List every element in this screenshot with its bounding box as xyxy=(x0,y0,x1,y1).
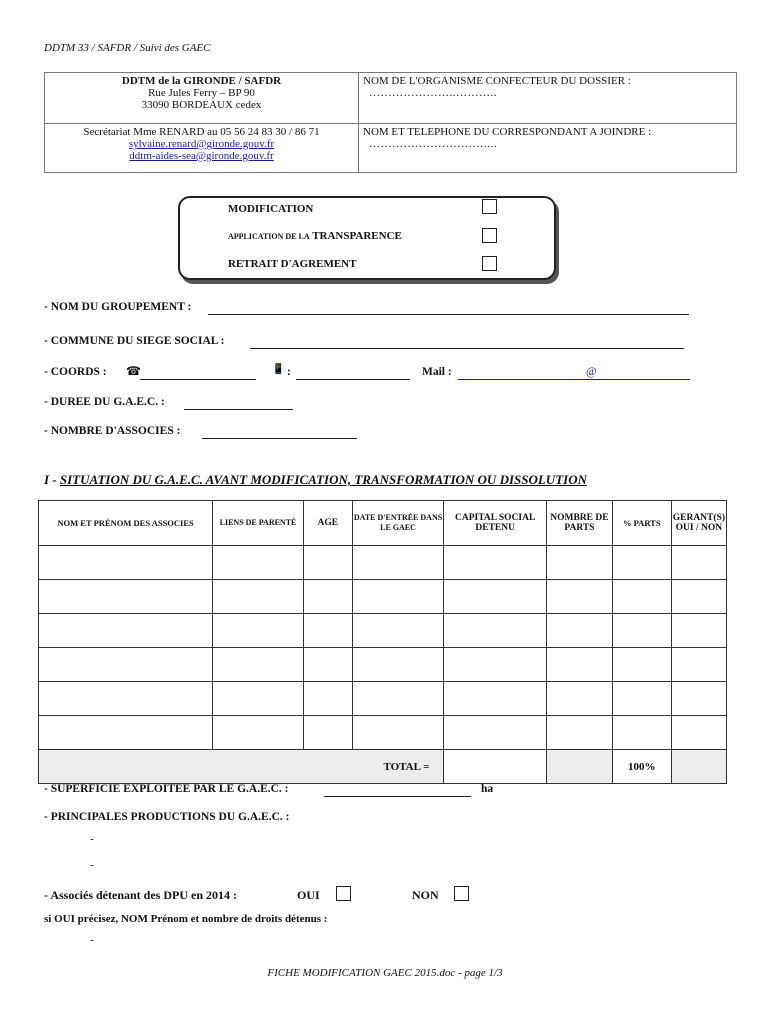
option-transparence-label: APPLICATION DE LA TRANSPARENCE xyxy=(228,230,402,242)
coords-label: - COORDS : xyxy=(44,366,107,378)
email-link-renard[interactable]: sylvaine.renard@gironde.gouv.fr xyxy=(128,138,275,150)
production-item-2[interactable]: - xyxy=(90,859,94,871)
table-cell[interactable] xyxy=(303,580,352,614)
checkbox-dpu-non[interactable] xyxy=(454,886,469,901)
correspondant-dots[interactable]: ………………………….... xyxy=(369,138,497,150)
total-capital-cell[interactable] xyxy=(444,750,547,784)
table-cell[interactable] xyxy=(303,716,352,750)
ddtm-address-cell xyxy=(45,73,359,124)
mail-label: Mail : xyxy=(422,366,452,378)
associes-table xyxy=(38,500,727,784)
table-cell[interactable] xyxy=(213,580,304,614)
telephone-icon: ☎ xyxy=(126,364,141,378)
organisme-dots[interactable]: …………………..……….. xyxy=(369,87,497,99)
table-cell[interactable] xyxy=(352,716,444,750)
mail-input[interactable] xyxy=(458,368,690,380)
table-cell[interactable] xyxy=(612,580,671,614)
si-oui-instructions: si OUI précisez, NOM Prénom et nombre de droits détenus : xyxy=(44,913,328,925)
organisme-cell xyxy=(359,73,737,124)
table-cell[interactable] xyxy=(39,682,213,716)
mobile-input[interactable] xyxy=(296,368,410,380)
secretariat-line: Secrétariat Mme RENARD au 05 56 24 83 30 / 86 71 xyxy=(83,126,320,138)
table-cell[interactable] xyxy=(612,648,671,682)
table-cell[interactable] xyxy=(444,546,547,580)
org-name: DDTM de la GIRONDE / SAFDR xyxy=(121,75,282,87)
checkbox-retrait[interactable] xyxy=(482,256,497,271)
table-cell[interactable] xyxy=(352,546,444,580)
col-header-capital: CAPITAL SOCIAL DETENU xyxy=(444,501,547,546)
productions-label: - PRINCIPALES PRODUCTIONS DU G.A.E.C. : xyxy=(44,811,290,823)
table-cell[interactable] xyxy=(303,546,352,580)
option-modification-label: MODIFICATION xyxy=(228,203,314,215)
table-cell[interactable] xyxy=(444,580,547,614)
col-header-nombre-parts: NOMBRE DE PARTS xyxy=(546,501,612,546)
telephone-input[interactable] xyxy=(140,368,256,380)
checkbox-transparence[interactable] xyxy=(482,228,497,243)
duree-label: - DUREE DU G.A.E.C. : xyxy=(44,396,165,408)
dpu-detail-item[interactable]: - xyxy=(90,934,94,946)
table-cell[interactable] xyxy=(546,648,612,682)
table-cell[interactable] xyxy=(352,648,444,682)
table-header-row xyxy=(39,501,727,546)
correspondant-cell xyxy=(359,124,737,173)
page-footer: FICHE MODIFICATION GAEC 2015.doc - page 1/3 xyxy=(267,967,503,979)
option-retrait-label: RETRAIT D'AGREMENT xyxy=(228,258,357,270)
table-cell[interactable] xyxy=(352,682,444,716)
dpu-oui-label: OUI xyxy=(297,888,320,902)
table-cell[interactable] xyxy=(444,648,547,682)
table-cell[interactable] xyxy=(612,682,671,716)
production-item-1[interactable]: - xyxy=(90,833,94,845)
table-row xyxy=(39,716,727,750)
checkbox-modification[interactable] xyxy=(482,199,497,214)
section-title: I - SITUATION DU G.A.E.C. AVANT MODIFICATION, TRANSFORMATION OU DISSOLUTION xyxy=(44,472,587,487)
table-cell[interactable] xyxy=(303,614,352,648)
table-cell[interactable] xyxy=(671,682,726,716)
table-cell[interactable] xyxy=(213,546,304,580)
table-row xyxy=(39,614,727,648)
table-cell[interactable] xyxy=(612,716,671,750)
col-header-age: AGE xyxy=(303,501,352,546)
table-cell[interactable] xyxy=(546,546,612,580)
table-cell[interactable] xyxy=(39,648,213,682)
nombre-associes-input[interactable] xyxy=(202,427,357,439)
org-city: 33090 BORDEAUX cedex xyxy=(141,99,262,111)
secretariat-cell xyxy=(45,124,359,173)
table-cell[interactable] xyxy=(213,716,304,750)
table-cell[interactable] xyxy=(39,614,213,648)
col-header-pct-parts: % PARTS xyxy=(612,501,671,546)
duree-input[interactable] xyxy=(184,398,293,410)
col-header-nom: NOM ET PRÉNOM DES ASSOCIES xyxy=(39,501,213,546)
dpu-non-label: NON xyxy=(412,888,439,902)
table-row xyxy=(39,580,727,614)
mail-at-sign: @ xyxy=(586,366,597,378)
table-cell[interactable] xyxy=(39,716,213,750)
nom-groupement-label: - NOM DU GROUPEMENT : xyxy=(44,301,192,313)
dpu-label: - Associés détenant des DPU en 2014 : xyxy=(44,888,237,902)
total-gerant-cell xyxy=(671,750,726,784)
organisation-info-table xyxy=(44,72,737,173)
page-header: DDTM 33 / SAFDR / Suivi des GAEC xyxy=(44,42,211,54)
table-cell[interactable] xyxy=(671,716,726,750)
table-cell[interactable] xyxy=(444,682,547,716)
checkbox-dpu-oui[interactable] xyxy=(336,886,351,901)
table-cell[interactable] xyxy=(39,580,213,614)
table-cell[interactable] xyxy=(671,580,726,614)
table-row xyxy=(39,546,727,580)
table-row xyxy=(39,682,727,716)
table-cell[interactable] xyxy=(352,580,444,614)
commune-label: - COMMUNE DU SIEGE SOCIAL : xyxy=(44,335,225,347)
superficie-unit: ha xyxy=(481,783,494,795)
nom-groupement-input[interactable] xyxy=(208,303,689,315)
table-cell[interactable] xyxy=(39,546,213,580)
table-cell[interactable] xyxy=(546,580,612,614)
table-total-row xyxy=(39,750,727,784)
correspondant-label: NOM ET TELEPHONE DU CORRESPONDANT A JOINDRE : xyxy=(363,126,652,138)
table-cell[interactable] xyxy=(213,682,304,716)
table-cell[interactable] xyxy=(213,648,304,682)
table-cell[interactable] xyxy=(671,546,726,580)
email-link-ddtm[interactable]: ddtm-aides-sea@gironde.gouv.fr xyxy=(129,150,274,162)
col-header-gerant: GERANT(S) OUI / NON xyxy=(671,501,726,546)
total-pct-cell: 100% xyxy=(612,750,671,784)
table-cell[interactable] xyxy=(352,614,444,648)
table-cell[interactable] xyxy=(546,614,612,648)
nombre-associes-label: - NOMBRE D'ASSOCIES : xyxy=(44,425,181,437)
total-parts-cell[interactable] xyxy=(546,750,612,784)
table-cell[interactable] xyxy=(671,648,726,682)
col-header-date: DATE D'ENTRÉE DANS LE GAEC xyxy=(352,501,444,546)
superficie-label: - SUPERFICIE EXPLOITEE PAR LE G.A.E.C. : xyxy=(44,783,289,795)
commune-input[interactable] xyxy=(250,337,684,349)
superficie-input[interactable] xyxy=(324,785,471,797)
table-cell[interactable] xyxy=(546,716,612,750)
org-street: Rue Jules Ferry – BP 90 xyxy=(148,87,255,99)
table-cell[interactable] xyxy=(444,716,547,750)
table-cell[interactable] xyxy=(303,648,352,682)
col-header-liens: LIENS DE PARENTÉ xyxy=(213,501,304,546)
table-row xyxy=(39,648,727,682)
table-cell[interactable] xyxy=(546,682,612,716)
mobile-phone-icon: 📱 xyxy=(272,364,285,375)
table-cell[interactable] xyxy=(612,614,671,648)
table-cell[interactable] xyxy=(444,614,547,648)
table-cell[interactable] xyxy=(671,614,726,648)
table-cell[interactable] xyxy=(303,682,352,716)
organisme-label: NOM DE L'ORGANISME CONFECTEUR DU DOSSIER : xyxy=(363,75,631,87)
mobile-colon: : xyxy=(287,366,291,378)
table-cell[interactable] xyxy=(612,546,671,580)
total-label: TOTAL = xyxy=(39,750,444,784)
table-cell[interactable] xyxy=(213,614,304,648)
